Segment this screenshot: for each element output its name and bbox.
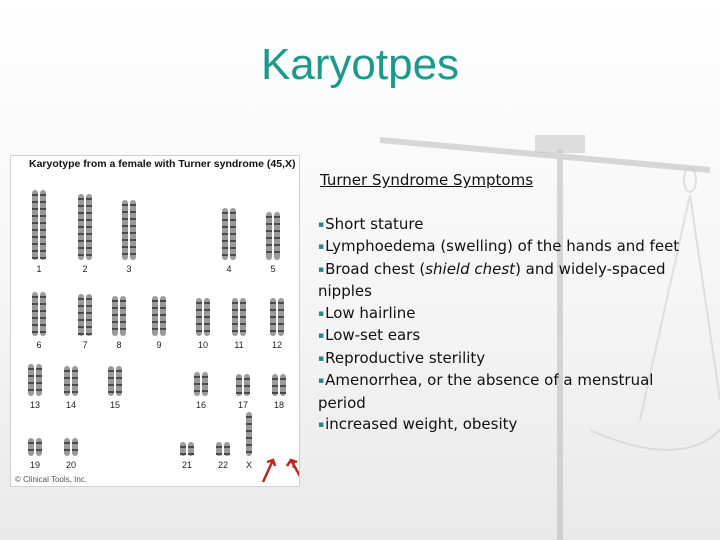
chromosome-pair-6 <box>32 292 46 350</box>
red-arrow-icon <box>263 460 299 482</box>
karyotype-image <box>10 155 300 487</box>
bullet-icon: ▪ <box>318 242 325 252</box>
chromosome-pair-17 <box>236 374 250 410</box>
symptoms-heading: Turner Syndrome Symptoms <box>320 171 534 189</box>
symptom-item: ▪Amenorrhea, or the absence of a menstrual period <box>318 371 654 412</box>
chromosome-label: 17 <box>237 400 249 410</box>
slide-title: Karyotpes <box>260 40 460 89</box>
chromosome-label: 16 <box>195 400 207 410</box>
symptom-item: ▪Lymphoedema (swelling) of the hands and feet <box>318 237 680 255</box>
chromosome-label: 15 <box>109 400 121 410</box>
chromosome-pair-14 <box>64 366 78 410</box>
symptom-item: ▪increased weight, obesity <box>318 415 518 433</box>
bullet-icon: ▪ <box>318 264 325 275</box>
chromosome-pair-2 <box>78 194 92 274</box>
symptoms-list <box>318 214 698 437</box>
chromosome-label: 9 <box>156 340 162 350</box>
symptom-item: ▪Broad chest (shield chest) and widely-spaced nipples <box>318 259 666 300</box>
chromosome-label: 4 <box>226 264 232 274</box>
chromosome-label: 22 <box>217 460 229 470</box>
chromosome-label: 14 <box>65 400 77 410</box>
chromosome-label: 5 <box>270 264 276 274</box>
symptom-item: ▪Reproductive sterility <box>318 348 486 367</box>
chromosome-label: X <box>245 460 253 470</box>
chromosome-pair-9 <box>152 296 166 350</box>
chromosome-pair-5 <box>266 212 280 274</box>
karyotype-title: Karyotype from a female with Turner syndrome (45,X) <box>29 158 296 170</box>
chromosome-pair-1 <box>32 190 46 274</box>
chromosome-label: 13 <box>29 400 41 410</box>
chromosome-pair-20 <box>64 438 78 470</box>
chromosome-pair-18 <box>272 374 286 410</box>
bullet-icon: ▪ <box>318 331 325 341</box>
chromosome-pair-19 <box>28 438 42 470</box>
chromosome-pair-10 <box>196 298 210 350</box>
karyotype-chromosomes <box>11 156 299 486</box>
chromosome-label: 11 <box>234 340 244 350</box>
chromosome-pair-21 <box>180 442 194 470</box>
symptom-item: ▪Short stature <box>318 214 424 233</box>
chromosome-label: 10 <box>197 340 209 350</box>
chromosome-label: 6 <box>36 340 42 350</box>
chromosome-pair-11 <box>232 298 246 350</box>
chromosome-pair-8 <box>112 296 126 350</box>
chromosome-label: 19 <box>29 460 41 470</box>
chromosome-pair-3 <box>122 200 136 274</box>
chromosome-label: 1 <box>36 264 42 274</box>
symptoms-panel <box>318 170 698 437</box>
chromosome-pair-22 <box>216 442 230 470</box>
chromosome-label: 18 <box>273 400 285 410</box>
bullet-icon: ▪ <box>318 308 325 319</box>
symptom-item: ▪Low hairline <box>318 303 416 322</box>
chromosome-label: 21 <box>181 460 193 470</box>
chromosome-pair-12 <box>270 298 284 350</box>
bullet-icon: ▪ <box>318 376 325 386</box>
chromosome-pair-13 <box>28 364 42 410</box>
chromosome-pair-4 <box>222 208 236 274</box>
chromosome-pair-7 <box>78 294 92 350</box>
chromosome-label: 12 <box>271 340 283 350</box>
chromosome-pair-X <box>246 412 252 470</box>
chromosome-label: 8 <box>116 340 122 350</box>
chromosome-label: 2 <box>82 264 88 274</box>
chromosome-pair-16 <box>194 372 208 410</box>
chromosome-label: Y <box>289 460 297 470</box>
bullet-icon: ▪ <box>318 420 325 430</box>
bullet-icon: ▪ <box>318 353 325 364</box>
chromosome-label: 3 <box>126 264 132 274</box>
karyotype-credit: © Clinical Tools, Inc. <box>15 475 87 484</box>
chromosome-pair-15 <box>108 366 122 410</box>
chromosome-label: 20 <box>65 460 77 470</box>
chromosome-label: 7 <box>82 340 88 350</box>
bullet-icon: ▪ <box>318 219 325 230</box>
symptom-item: ▪Low-set ears <box>318 326 421 344</box>
